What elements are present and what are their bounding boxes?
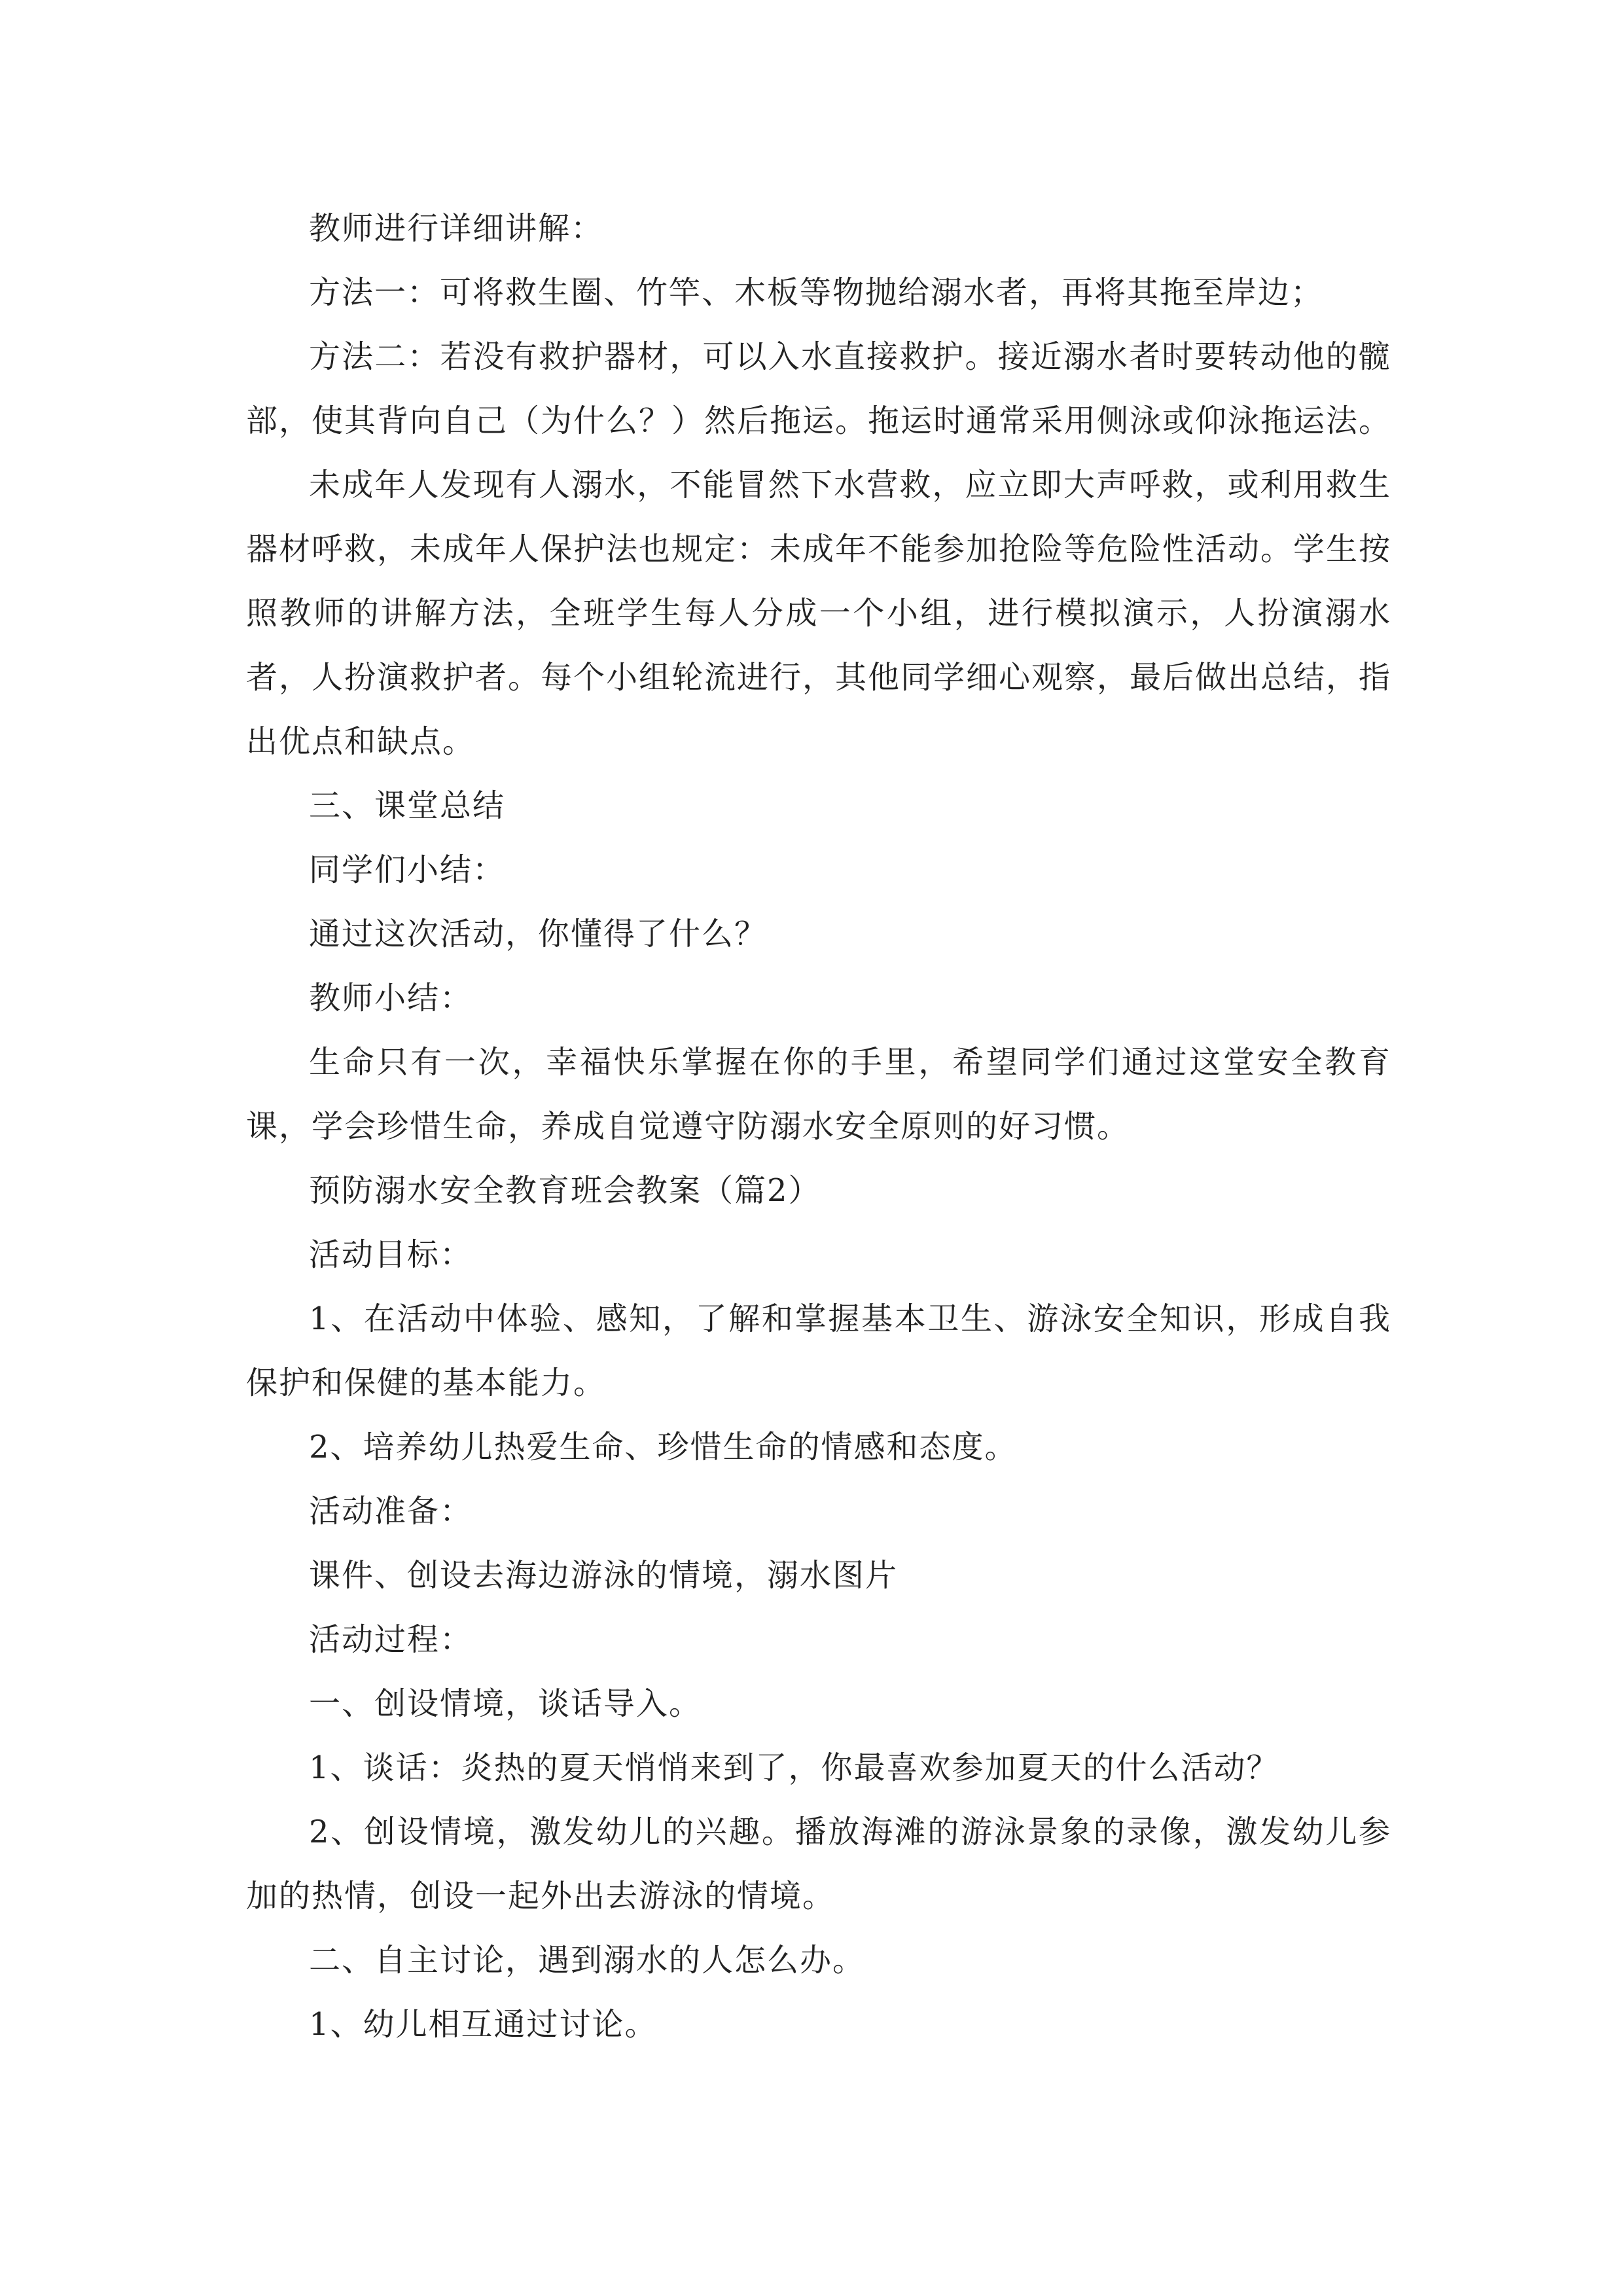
paragraph-step-1-2: 2、创设情境，激发幼儿的兴趣。播放海滩的游泳景象的录像，激发幼儿参加的热情，创设一起外出去游泳的情境。 [246, 1814, 1391, 1914]
paragraph-teacher-summary: 生命只有一次，幸福快乐掌握在你的手里，希望同学们通过这堂安全教育课，学会珍惜生命，养成自觉遵守防溺水安全原则的好习惯。 [246, 1044, 1391, 1145]
paragraph-method-two: 方法二：若没有救护器材，可以入水直接救护。接近溺水者时要转动他的髋部，使其背向自己（为什么？）然后拖运。拖运时通常采用侧泳或仰泳拖运法。 [246, 338, 1392, 439]
heading-activity-process: 活动过程： [309, 1621, 473, 1658]
heading-activity-preparation: 活动准备： [309, 1493, 473, 1530]
paragraph-minor-rescue: 未成年人发现有人溺水，不能冒然下水营救，应立即大声呼救，或利用救生器材呼救，未成年人保护法也规定：未成年不能参加抢险等危险性活动。学生按照教师的讲解方法，全班学生每人分成一个小组，进行模拟演示，人扮演溺水者，人扮演救护者。每个小组轮流进行，其他同学细心观察，最后做出总结，指出优点和缺点。 [246, 467, 1392, 760]
paragraph-preparation-items: 课件、创设去海边游泳的情境，溺水图片 [309, 1557, 899, 1594]
heading-lesson-plan-2: 预防溺水安全教育班会教案（篇2） [309, 1172, 821, 1209]
heading-step-two: 二、自主讨论，遇到溺水的人怎么办。 [309, 1942, 866, 1979]
paragraph-student-summary-label: 同学们小结： [309, 852, 506, 888]
document-body [246, 196, 1391, 2056]
paragraph-teacher-summary-label: 教师小结： [309, 980, 473, 1016]
heading-step-one: 一、创设情境，谈话导入。 [309, 1685, 702, 1722]
paragraph-goal-1: 1、在活动中体验、感知，了解和掌握基本卫生、游泳安全知识，形成自我保护和保健的基本能力。 [246, 1300, 1391, 1401]
paragraph-student-question: 通过这次活动，你懂得了什么？ [309, 916, 768, 952]
heading-class-summary: 三、课堂总结 [309, 787, 506, 824]
heading-activity-goals: 活动目标： [309, 1236, 473, 1273]
paragraph-step-1-1: 1、谈话：炎热的夏天悄悄来到了，你最喜欢参加夏天的什么活动？ [309, 1749, 1279, 1786]
paragraph-goal-2: 2、培养幼儿热爱生命、珍惜生命的情感和态度。 [309, 1429, 1018, 1465]
paragraph-step-2-1: 1、幼儿相互通过讨论。 [309, 2006, 658, 2043]
paragraph-method-one: 方法一：可将救生圈、竹竿、木板等物抛给溺水者，再将其拖至岸边； [309, 274, 1324, 311]
paragraph-teacher-explanation: 教师进行详细讲解： [309, 210, 604, 247]
